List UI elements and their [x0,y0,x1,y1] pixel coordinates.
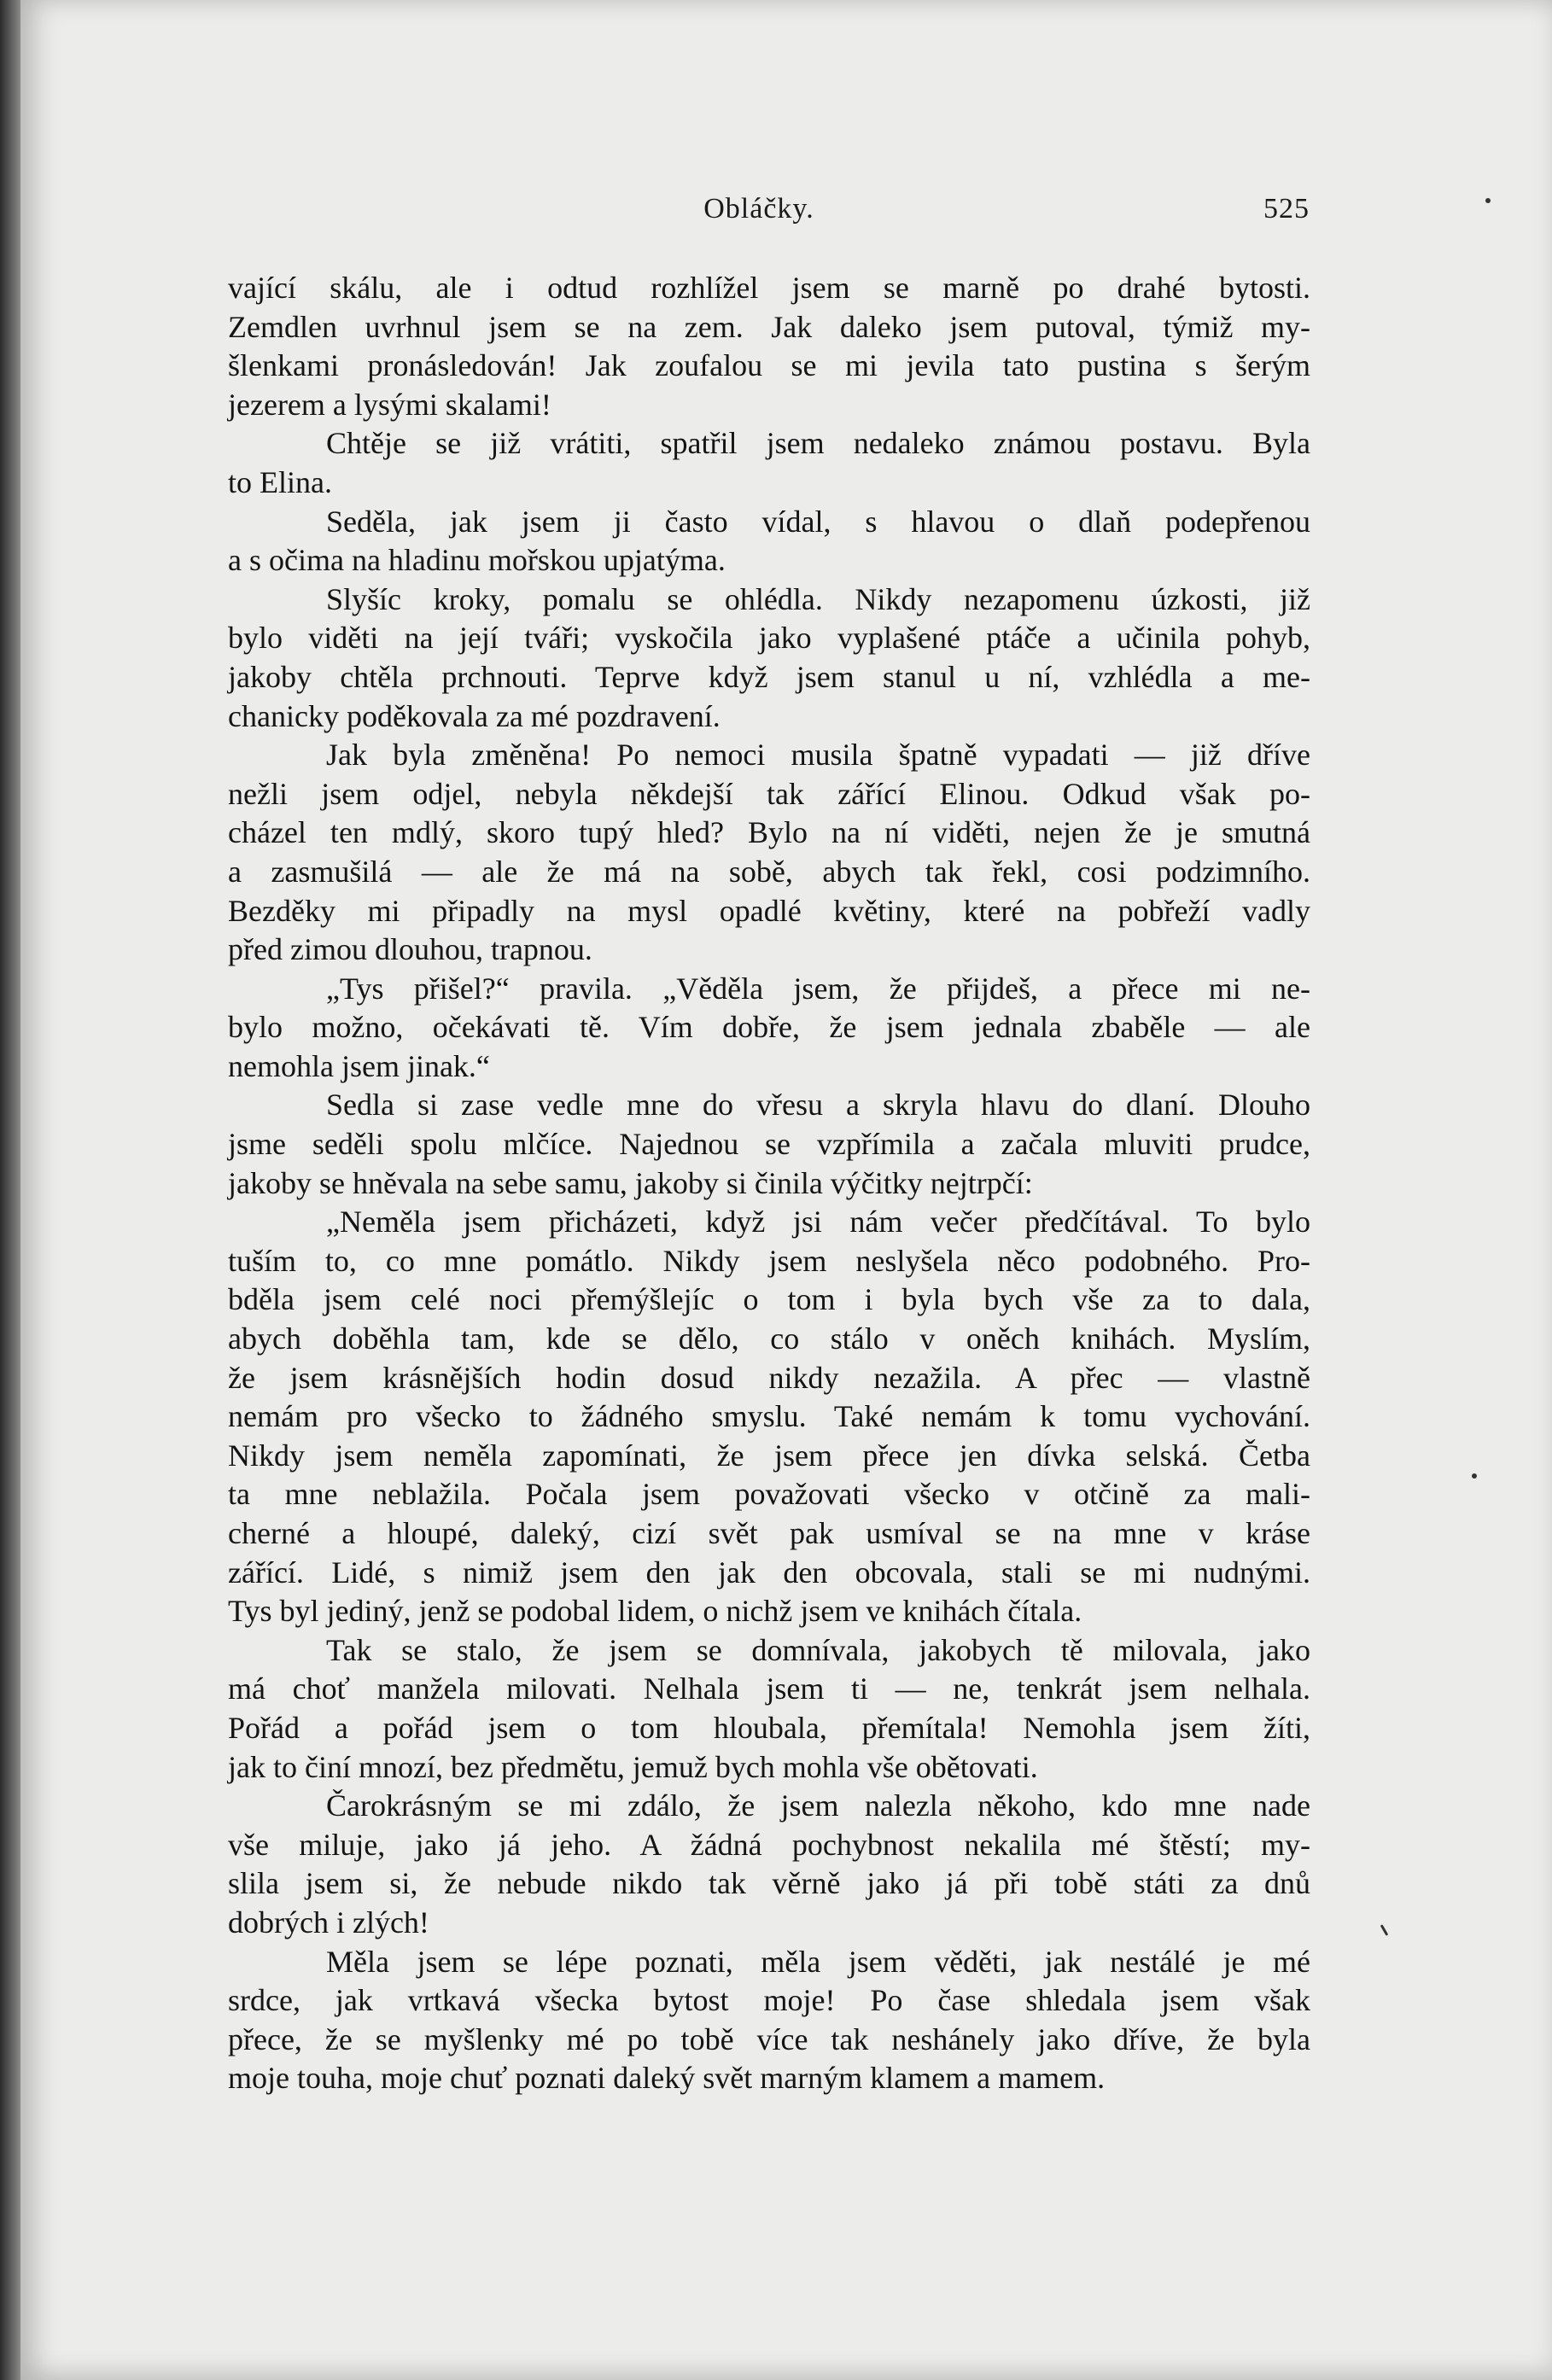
text-line: ta mne neblažila. Počala jsem považovati všecko v otčině za mali- [228,1477,1310,1512]
scan-left-edge [0,0,20,2380]
text-line: „Tys přišel?“ pravila. „Věděla jsem, že přijdeš, a přece mi ne- [326,971,1310,1006]
text-line: má choť manžela milovati. Nelhala jsem ti — ne, tenkrát jsem nelhala. [228,1671,1310,1706]
paragraph [228,424,1310,502]
text-line: jezerem a lysými skalami! [228,387,551,422]
scan-speck [1472,1473,1477,1479]
text-line: a zasmušilá — ale že má na sobě, abych tak řekl, cosi podzimního. [228,854,1310,889]
text-line: Bezděky mi připadly na mysl opadlé květiny, které na pobřeží vadly [228,893,1310,928]
text-line: přece, že se myšlenky mé po tobě více tak neshánely jako dříve, že byla [228,2021,1310,2056]
text-line: tuším to, co mne pomátlo. Nikdy jsem neslyšela něco podobného. Pro- [228,1243,1310,1278]
text-line: zářící. Lidé, s nimiž jsem den jak den obcovala, stali se mi nudnými. [228,1555,1310,1590]
text-line: Seděla, jak jsem ji často vídal, s hlavou o dlaň podepřenou [326,504,1310,539]
text-line: jak to činí mnozí, bez předmětu, jemuž bych mohla vše obětovati. [228,1749,1038,1784]
text-line: slila jsem si, že nebude nikdo tak věrně jako já při tobě státi za dnů [228,1866,1310,1901]
paragraph [228,1787,1310,1942]
paragraph [228,736,1310,970]
text-line: to Elina. [228,464,332,499]
paragraph [228,503,1310,580]
text-line: vše miluje, jako já jeho. A žádná pochybnost nekalila mé štěstí; my- [228,1827,1310,1862]
text-line: nežli jsem odjel, nebyla někdejší tak zářící Elinou. Odkud však po- [228,776,1310,811]
text-line: Chtěje se již vrátiti, spatřil jsem nedaleko známou postavu. Byla [326,426,1310,461]
text-line: že jsem krásnějších hodin dosud nikdy nezažila. A přec — vlastně [228,1360,1310,1395]
text-line: nemohla jsem jinak.“ [228,1048,490,1083]
text-line: Tys byl jediný, jenž se podobal lidem, o nichž jsem ve knihách čítala. [228,1594,1082,1629]
text-line: abych doběhla tam, kde se dělo, co stálo v oněch knihách. Myslím, [228,1321,1310,1356]
text-line: nemám pro všecko to žádného smyslu. Také nemám k tomu vychování. [228,1399,1310,1434]
text-line: vající skálu, ale i odtud rozhlížel jsem se marně po drahé bytosti. [228,271,1310,305]
text-line: před zimou dlouhou, trapnou. [228,932,592,967]
book-page [20,0,1552,2380]
text-line: Jak byla změněna! Po nemoci musila špatně vypadati — již dříve [326,738,1310,773]
text-line: jakoby chtěla prchnouti. Teprve když jsem stanul u ní, vzhlédla a me- [228,659,1310,694]
text-line: Měla jsem se lépe poznati, měla jsem věděti, jak nestálé je mé [326,1944,1310,1979]
text-line: bylo možno, očekávati tě. Vím dobře, že jsem jednala zbaběle — ale [228,1010,1310,1045]
text-line: Čarokrásným se mi zdálo, že jsem nalezla někoho, kdo mne nade [326,1788,1310,1823]
text-line: cherné a hloupé, daleký, cizí svět pak usmíval se na mne v kráse [228,1516,1310,1550]
text-line: moje touha, moje chuť poznati daleký svět marným klamem a mamem. [228,2061,1106,2096]
text-line: Slyšíc kroky, pomalu se ohlédla. Nikdy nezapomenu úzkosti, již [326,581,1310,616]
text-line: cházel ten mdlý, skoro tupý hled? Bylo na ní viděti, nejen že je smutná [228,815,1310,850]
page-number: 525 [1263,193,1310,225]
paragraph [228,580,1310,736]
paragraph [228,1943,1310,2098]
paragraph [228,269,1310,424]
paragraph [228,1086,1310,1203]
text-line: Sedla si zase vedle mne do vřesu a skryla hlavu do dlaní. Dlouho [326,1088,1310,1123]
text-line: chanicky poděkovala za mé pozdravení. [228,698,721,733]
scan-speck [1485,198,1491,203]
paragraph [228,1203,1310,1631]
text-line: jakoby se hněvala na sebe samu, jakoby si činila výčitky nejtrpčí: [228,1165,1033,1200]
text-line: šlenkami pronásledován! Jak zoufalou se mi jevila tato pustina s šerým [228,348,1310,383]
text-line: Zemdlen uvrhnul jsem se na zem. Jak daleko jsem putoval, týmiž my- [228,309,1310,344]
text-line: Pořád a pořád jsem o tom hloubala, přemítala! Nemohla jsem žíti, [228,1710,1310,1745]
text-line: jsme seděli spolu mlčíce. Najednou se vzpřímila a začala mluviti prudce, [228,1127,1310,1162]
running-title: Obláčky. [703,193,814,225]
text-line: bylo viděti na její tváři; vyskočila jako vyplašené ptáče a učinila pohyb, [228,621,1310,656]
text-line: srdce, jak vrtkavá všecka bytost moje! Po čase shledala jsem však [228,1983,1310,2018]
text-line: „Neměla jsem přicházeti, když jsi nám večer předčítával. To bylo [326,1205,1310,1240]
paragraph [228,1631,1310,1787]
text-line: Nikdy jsem neměla zapomínati, že jsem přece jen dívka selská. Četba [228,1438,1310,1473]
scan-speck [1380,1924,1389,1936]
body-text [228,269,1310,2098]
text-line: Tak se stalo, že jsem se domnívala, jakobych tě milovala, jako [326,1632,1310,1667]
paragraph [228,970,1310,1087]
page-header [208,193,1310,236]
text-line: bděla jsem celé noci přemýšlejíc o tom i byla bych vše za to dala, [228,1282,1310,1317]
text-line: a s očima na hladinu mořskou upjatýma. [228,543,726,578]
text-line: dobrých i zlých! [228,1905,429,1940]
